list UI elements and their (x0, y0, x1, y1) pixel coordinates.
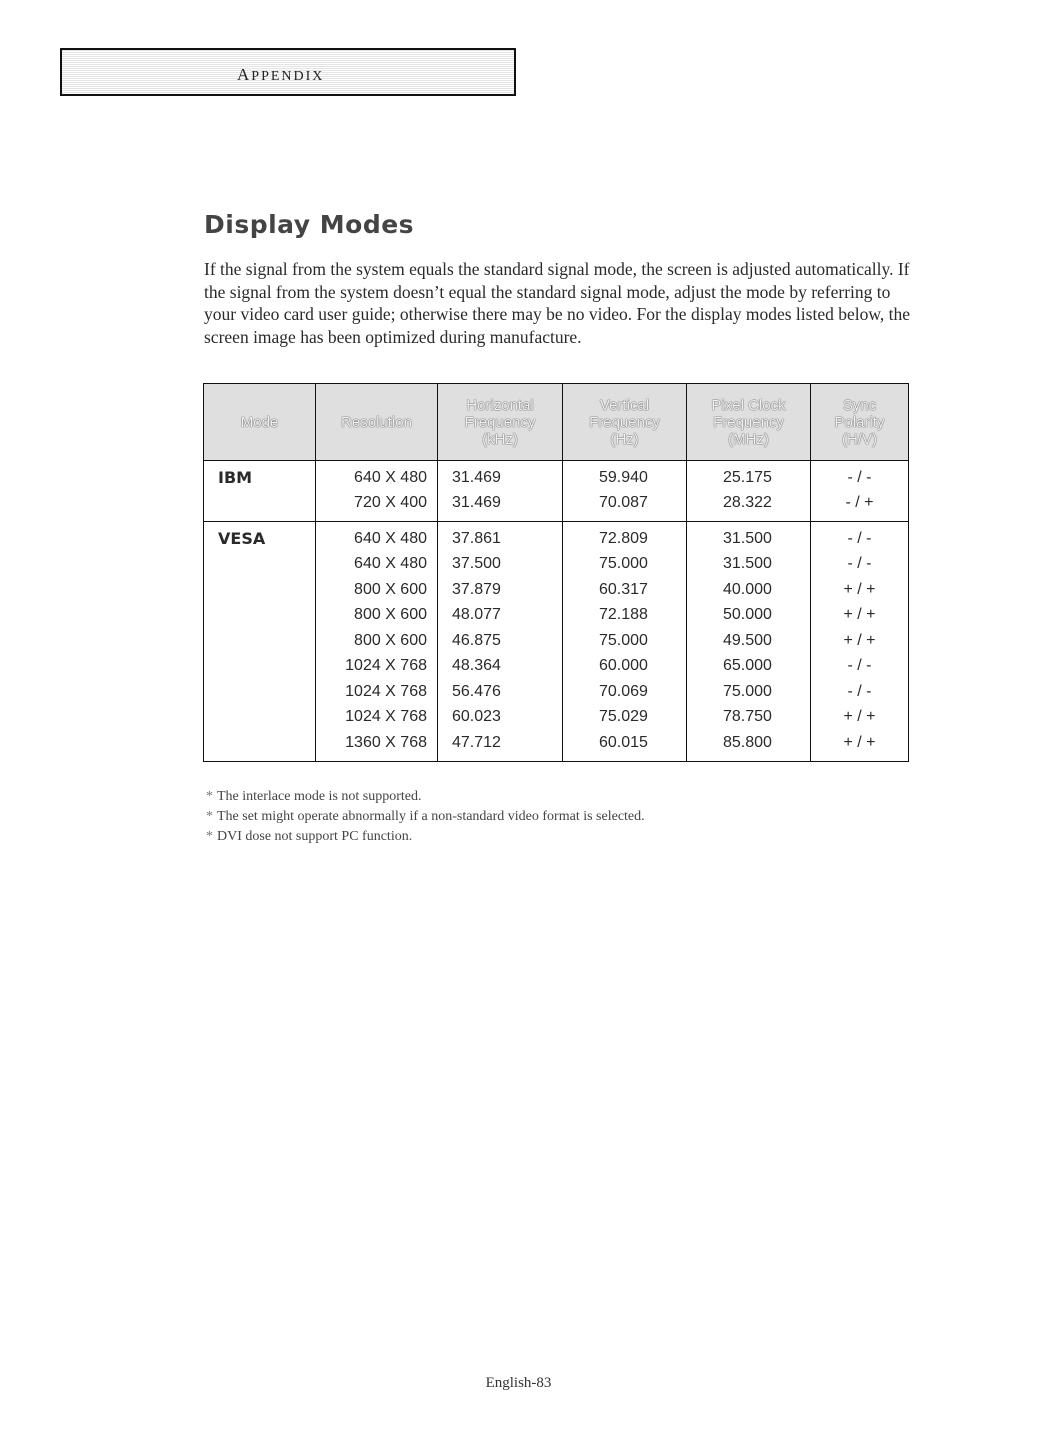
appendix-header-rest: PPENDIX (251, 69, 325, 84)
header-line: Frequency (713, 413, 784, 431)
footnote-text: DVI dose not support PC function. (217, 829, 413, 844)
vertical-frequency-cell: 75.000 (563, 628, 687, 654)
footnote-item (206, 787, 645, 807)
header-line: Mode (240, 413, 279, 431)
horizontal-frequency-cell: 31.469 (438, 461, 563, 491)
header-line: (kHz) (482, 430, 518, 448)
vertical-frequency-cell: 60.015 (563, 730, 687, 761)
display-modes-table (203, 383, 909, 762)
pixel-clock-cell: 40.000 (687, 577, 811, 603)
vertical-frequency-cell: 70.069 (563, 679, 687, 705)
intro-paragraph: If the signal from the system equals the standard signal mode, the screen is adjusted automatically. If the signal from the system doesn’t equal the standard signal mode, adjust the mode by referring to your video card user guide; otherwise there may be no video. For the display modes listed below, the screen image has been optimized during manufacture. (204, 259, 910, 347)
resolution-cell: 640 X 480 (316, 461, 438, 491)
footnote-marker: * (206, 809, 213, 824)
page-number: English-83 (485, 1375, 552, 1391)
horizontal-frequency-cell: 46.875 (438, 628, 563, 654)
sync-polarity-cell: - / + (811, 491, 909, 522)
horizontal-frequency-cell: 48.077 (438, 603, 563, 629)
horizontal-frequency-cell: 47.712 (438, 730, 563, 761)
horizontal-frequency-cell: 60.023 (438, 705, 563, 731)
header-resolution (316, 384, 438, 461)
vertical-frequency-cell: 59.940 (563, 461, 687, 491)
table-row (204, 577, 909, 603)
header-line: Horizontal (466, 396, 534, 414)
mode-cell (204, 705, 316, 731)
resolution-cell: 1024 X 768 (316, 705, 438, 731)
sync-polarity-cell: + / + (811, 628, 909, 654)
footnote-item (206, 827, 645, 847)
footnote-item (206, 807, 645, 827)
header-line: Vertical (599, 396, 650, 414)
pixel-clock-cell: 75.000 (687, 679, 811, 705)
horizontal-frequency-cell: 37.879 (438, 577, 563, 603)
resolution-cell: 720 X 400 (316, 491, 438, 522)
table-row (204, 628, 909, 654)
sync-polarity-cell: + / + (811, 603, 909, 629)
header-line: Resolution (341, 413, 412, 431)
table-row (204, 552, 909, 578)
appendix-header-box (60, 48, 516, 96)
footnote-text: The interlace mode is not supported. (217, 789, 422, 804)
horizontal-frequency-cell: 37.861 (438, 522, 563, 552)
header-line: Sync (842, 396, 877, 414)
footnotes (206, 787, 645, 847)
pixel-clock-cell: 85.800 (687, 730, 811, 761)
mode-cell: IBM (204, 461, 316, 491)
mode-cell (204, 603, 316, 629)
table-row (204, 679, 909, 705)
pixel-clock-cell: 78.750 (687, 705, 811, 731)
resolution-cell: 800 X 600 (316, 577, 438, 603)
vertical-frequency-cell: 72.188 (563, 603, 687, 629)
table-row (204, 654, 909, 680)
header-line: (MHz) (728, 430, 769, 448)
vertical-frequency-cell: 60.000 (563, 654, 687, 680)
header-line: Frequency (464, 413, 536, 431)
resolution-cell: 1360 X 768 (316, 730, 438, 761)
mode-cell (204, 679, 316, 705)
header-mode (204, 384, 316, 461)
mode-cell (204, 730, 316, 761)
header-horizontal-frequency (438, 384, 563, 461)
table-body (204, 461, 909, 762)
appendix-header-initial: A (237, 65, 252, 84)
resolution-cell: 640 X 480 (316, 522, 438, 552)
pixel-clock-cell: 25.175 (687, 461, 811, 491)
footnote-marker: * (206, 789, 213, 804)
resolution-cell: 800 X 600 (316, 603, 438, 629)
mode-cell (204, 654, 316, 680)
mode-cell (204, 628, 316, 654)
vertical-frequency-cell: 60.317 (563, 577, 687, 603)
page-title: Display Modes (204, 210, 415, 239)
header-line: (H/V) (842, 430, 877, 448)
header-line: (Hz) (610, 430, 639, 448)
header-line: Pixel Clock (711, 396, 786, 414)
mode-cell: VESA (204, 522, 316, 552)
horizontal-frequency-cell: 37.500 (438, 552, 563, 578)
table-header-row (204, 384, 909, 461)
resolution-cell: 1024 X 768 (316, 654, 438, 680)
pixel-clock-cell: 31.500 (687, 522, 811, 552)
header-line: Frequency (589, 413, 660, 431)
pixel-clock-cell: 49.500 (687, 628, 811, 654)
table-row (204, 730, 909, 761)
horizontal-frequency-cell: 56.476 (438, 679, 563, 705)
vertical-frequency-cell: 75.029 (563, 705, 687, 731)
table-row (204, 461, 909, 491)
sync-polarity-cell: - / - (811, 552, 909, 578)
mode-cell (204, 577, 316, 603)
resolution-cell: 800 X 600 (316, 628, 438, 654)
vertical-frequency-cell: 75.000 (563, 552, 687, 578)
vertical-frequency-cell: 70.087 (563, 491, 687, 522)
sync-polarity-cell: + / + (811, 705, 909, 731)
sync-polarity-cell: - / - (811, 679, 909, 705)
table-row (204, 522, 909, 552)
header-pixel-clock-frequency (687, 384, 811, 461)
header-line: Polarity (834, 413, 885, 431)
header-vertical-frequency (563, 384, 687, 461)
pixel-clock-cell: 31.500 (687, 552, 811, 578)
mode-cell (204, 552, 316, 578)
sync-polarity-cell: + / + (811, 730, 909, 761)
footnote-text: The set might operate abnormally if a non-standard video format is selected. (217, 809, 645, 824)
sync-polarity-cell: - / - (811, 461, 909, 491)
horizontal-frequency-cell: 48.364 (438, 654, 563, 680)
footnote-marker: * (206, 829, 213, 844)
table-row (204, 603, 909, 629)
sync-polarity-cell: - / - (811, 522, 909, 552)
table-row (204, 491, 909, 522)
pixel-clock-cell: 65.000 (687, 654, 811, 680)
pixel-clock-cell: 50.000 (687, 603, 811, 629)
resolution-cell: 1024 X 768 (316, 679, 438, 705)
horizontal-frequency-cell: 31.469 (438, 491, 563, 522)
mode-cell (204, 491, 316, 522)
table-row (204, 705, 909, 731)
sync-polarity-cell: - / - (811, 654, 909, 680)
appendix-header-title (237, 65, 324, 85)
vertical-frequency-cell: 72.809 (563, 522, 687, 552)
sync-polarity-cell: + / + (811, 577, 909, 603)
header-sync-polarity (811, 384, 909, 461)
resolution-cell: 640 X 480 (316, 552, 438, 578)
pixel-clock-cell: 28.322 (687, 491, 811, 522)
